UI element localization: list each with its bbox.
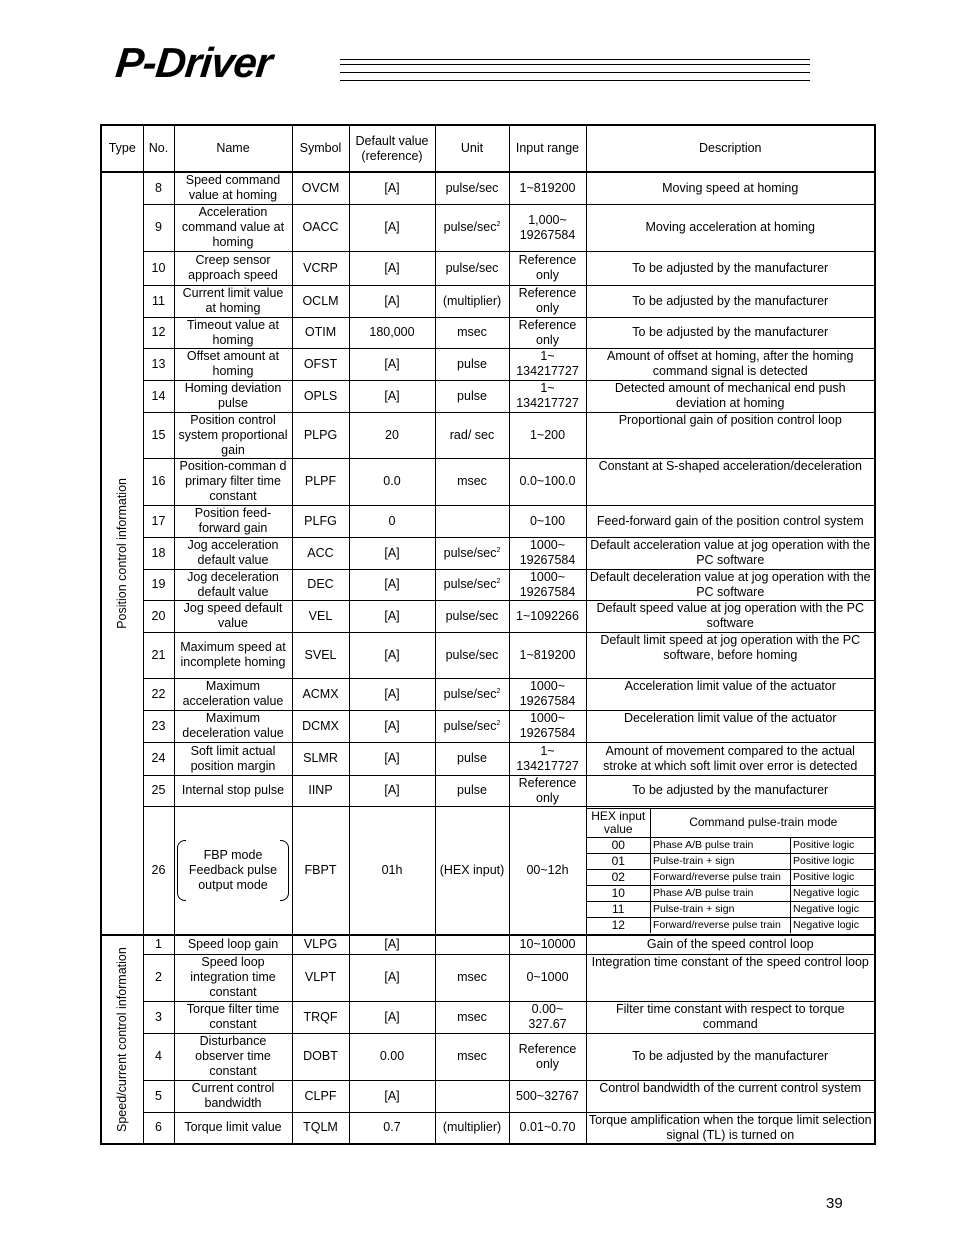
mode-name: Phase A/B pulse train: [651, 837, 791, 853]
table-row: [101, 935, 875, 954]
param-number: 8: [143, 172, 174, 204]
table-row: [101, 505, 875, 537]
param-symbol: OPLS: [292, 380, 349, 412]
param-symbol: PLPF: [292, 458, 349, 505]
param-range: Reference only: [509, 775, 586, 806]
param-symbol: DEC: [292, 569, 349, 600]
mode-logic: Positive logic: [791, 837, 876, 853]
param-symbol: PLPG: [292, 412, 349, 458]
param-number: 15: [143, 412, 174, 458]
table-row: [101, 806, 875, 935]
param-default: 0.7: [349, 1112, 435, 1144]
param-description: Deceleration limit value of the actuator: [586, 710, 875, 742]
param-description: To be adjusted by the manufacturer: [586, 775, 875, 806]
param-number: 19: [143, 569, 174, 600]
unit-superscript: 2: [496, 546, 501, 554]
param-default: [A]: [349, 775, 435, 806]
param-symbol: ACMX: [292, 678, 349, 710]
param-symbol: OTIM: [292, 317, 349, 348]
table-row: [101, 742, 875, 775]
mode-name: Forward/reverse pulse train: [651, 869, 791, 885]
table-row: [101, 204, 875, 251]
param-range: 0.01~0.70: [509, 1112, 586, 1144]
param-number: 22: [143, 678, 174, 710]
param-description: To be adjusted by the manufacturer: [586, 317, 875, 348]
param-number: 24: [143, 742, 174, 775]
param-default: [A]: [349, 1001, 435, 1033]
param-symbol: FBPT: [292, 806, 349, 935]
fbpt-mode-cell: [586, 806, 875, 935]
fbpt-name-line: output mode: [198, 877, 268, 892]
header-rule: [340, 72, 810, 73]
param-name: Jog speed default value: [174, 600, 292, 632]
table-row: [101, 380, 875, 412]
unit-superscript: 2: [496, 687, 501, 695]
type-group-label: Position control information: [115, 478, 130, 629]
param-description: Acceleration limit value of the actuator: [586, 678, 875, 710]
unit-cell: msec: [435, 458, 509, 505]
type-group-cell: [101, 935, 143, 1144]
param-symbol: TQLM: [292, 1112, 349, 1144]
mode-name: Forward/reverse pulse train: [651, 917, 791, 933]
param-name: Offset amount at homing: [174, 348, 292, 380]
param-default: [A]: [349, 348, 435, 380]
param-description: Default acceleration value at jog operation with the PC software: [586, 537, 875, 569]
unit-cell: pulse: [435, 775, 509, 806]
column-header: Type: [101, 125, 143, 172]
param-number: 6: [143, 1112, 174, 1144]
fbpt-name-line: Feedback pulse: [188, 862, 278, 877]
unit-cell: [435, 1080, 509, 1112]
mode-logic: Negative logic: [791, 917, 876, 933]
unit-cell: msec: [435, 317, 509, 348]
param-description: Control bandwidth of the current control system: [586, 1080, 875, 1112]
param-default: [A]: [349, 742, 435, 775]
logo-text: P-Driver: [113, 39, 274, 86]
column-header: Default value (reference): [349, 125, 435, 172]
param-default: [A]: [349, 632, 435, 678]
param-description: Moving acceleration at homing: [586, 204, 875, 251]
unit-cell: pulse: [435, 348, 509, 380]
param-description: Amount of movement compared to the actual stroke at which soft limit over error is detected: [586, 742, 875, 775]
param-number: 5: [143, 1080, 174, 1112]
param-description: Proportional gain of position control loop: [586, 412, 875, 458]
param-description: Default deceleration value at jog operation with the PC software: [586, 569, 875, 600]
param-default: [A]: [349, 600, 435, 632]
param-number: 9: [143, 204, 174, 251]
table-row: [101, 317, 875, 348]
unit-cell: msec: [435, 954, 509, 1001]
param-symbol: DCMX: [292, 710, 349, 742]
header-rule: [340, 80, 810, 81]
param-symbol: SLMR: [292, 742, 349, 775]
param-default: [A]: [349, 710, 435, 742]
column-header: Unit: [435, 125, 509, 172]
param-symbol: OFST: [292, 348, 349, 380]
mode-name: Pulse-train + sign: [651, 901, 791, 917]
param-number: 4: [143, 1033, 174, 1080]
hex-value: 11: [587, 901, 651, 917]
param-description: To be adjusted by the manufacturer: [586, 1033, 875, 1080]
param-symbol: IINP: [292, 775, 349, 806]
param-range: 10~10000: [509, 935, 586, 954]
param-default: 180,000: [349, 317, 435, 348]
param-default: [A]: [349, 172, 435, 204]
param-name: Homing deviation pulse: [174, 380, 292, 412]
table-row: [101, 172, 875, 204]
param-default: [A]: [349, 935, 435, 954]
param-name: Jog acceleration default value: [174, 537, 292, 569]
param-number: 25: [143, 775, 174, 806]
param-description: Filter time constant with respect to torque command: [586, 1001, 875, 1033]
param-description: To be adjusted by the manufacturer: [586, 285, 875, 317]
param-range: 1000~ 19267584: [509, 678, 586, 710]
param-default: [A]: [349, 537, 435, 569]
unit-cell: pulse/$\sec^2$: [435, 204, 509, 251]
unit-cell: pulse/sec: [435, 632, 509, 678]
fbpt-mode-row: [587, 901, 876, 917]
param-range: 1~ 134217727: [509, 380, 586, 412]
mode-name: Phase A/B pulse train: [651, 885, 791, 901]
fbpt-mode-table: [587, 808, 876, 933]
param-number: 10: [143, 251, 174, 285]
column-header: Name: [174, 125, 292, 172]
column-header: Symbol: [292, 125, 349, 172]
param-name: Position-comman d primary filter time constant: [174, 458, 292, 505]
param-number: 14: [143, 380, 174, 412]
param-range: 1000~ 19267584: [509, 710, 586, 742]
param-number: 20: [143, 600, 174, 632]
param-range: 0.00~ 327.67: [509, 1001, 586, 1033]
param-symbol: TRQF: [292, 1001, 349, 1033]
param-range: 0~1000: [509, 954, 586, 1001]
param-range: Reference only: [509, 251, 586, 285]
param-number: 18: [143, 537, 174, 569]
table-row: [101, 775, 875, 806]
param-symbol: PLFG: [292, 505, 349, 537]
param-default: [A]: [349, 1080, 435, 1112]
table-row: [101, 954, 875, 1001]
fbpt-mode-row: [587, 853, 876, 869]
param-number: 2: [143, 954, 174, 1001]
param-default: [A]: [349, 954, 435, 1001]
param-description: Feed-forward gain of the position control system: [586, 505, 875, 537]
param-symbol: VCRP: [292, 251, 349, 285]
param-name: Disturbance observer time constant: [174, 1033, 292, 1080]
param-number: 11: [143, 285, 174, 317]
param-range: 1~200: [509, 412, 586, 458]
unit-cell: rad/ sec: [435, 412, 509, 458]
param-symbol: OACC: [292, 204, 349, 251]
param-name: Position feed-forward gain: [174, 505, 292, 537]
parameter-table: [100, 124, 876, 1145]
param-name: Speed command value at homing: [174, 172, 292, 204]
unit-cell: (multiplier): [435, 285, 509, 317]
param-symbol: OVCM: [292, 172, 349, 204]
page-number: 39: [826, 1195, 843, 1212]
param-description: Moving speed at homing: [586, 172, 875, 204]
fbpt-mode-row: [587, 917, 876, 933]
unit-cell: msec: [435, 1001, 509, 1033]
param-number: 26: [143, 806, 174, 935]
hex-value: 02: [587, 869, 651, 885]
unit-cell: pulse/sec: [435, 172, 509, 204]
param-number: 17: [143, 505, 174, 537]
param-symbol: SVEL: [292, 632, 349, 678]
unit-cell: pulse/$\sec^2$: [435, 678, 509, 710]
param-default: 0.00: [349, 1033, 435, 1080]
table-row: [101, 569, 875, 600]
param-name: Torque filter time constant: [174, 1001, 292, 1033]
column-header: Input range: [509, 125, 586, 172]
column-header: No.: [143, 125, 174, 172]
table-row: [101, 1112, 875, 1144]
param-default: 0.0: [349, 458, 435, 505]
param-default: 01h: [349, 806, 435, 935]
table-row: [101, 1080, 875, 1112]
hex-header: HEX input value: [587, 808, 651, 837]
param-name: Current control bandwidth: [174, 1080, 292, 1112]
param-name: Position control system proportional gain: [174, 412, 292, 458]
param-name: Torque limit value: [174, 1112, 292, 1144]
param-default: 20: [349, 412, 435, 458]
fbpt-bracket: [177, 840, 289, 901]
param-name: [174, 806, 292, 935]
param-range: 0~100: [509, 505, 586, 537]
param-number: 12: [143, 317, 174, 348]
table-row: [101, 458, 875, 505]
unit-cell: pulse/sec: [435, 251, 509, 285]
table-row: [101, 412, 875, 458]
param-name: Maximum deceleration value: [174, 710, 292, 742]
unit-cell: (multiplier): [435, 1112, 509, 1144]
param-number: 1: [143, 935, 174, 954]
unit-cell: pulse/sec: [435, 600, 509, 632]
column-header: Description: [586, 125, 875, 172]
param-range: 1~819200: [509, 632, 586, 678]
param-description: Gain of the speed control loop: [586, 935, 875, 954]
param-default: [A]: [349, 380, 435, 412]
table-row: [101, 251, 875, 285]
unit-cell: [435, 935, 509, 954]
fbpt-mode-header: [587, 808, 876, 837]
unit-superscript: 2: [496, 221, 501, 228]
table-row: [101, 537, 875, 569]
param-range: 0.0~100.0: [509, 458, 586, 505]
unit-superscript: 2: [496, 719, 501, 727]
param-name: Soft limit actual position margin: [174, 742, 292, 775]
hex-value: 00: [587, 837, 651, 853]
fbpt-mode-row: [587, 885, 876, 901]
param-description: To be adjusted by the manufacturer: [586, 251, 875, 285]
param-description: Integration time constant of the speed control loop: [586, 954, 875, 1001]
param-number: 13: [143, 348, 174, 380]
param-default: [A]: [349, 285, 435, 317]
mode-logic: Negative logic: [791, 901, 876, 917]
param-default: 0: [349, 505, 435, 537]
param-range: Reference only: [509, 317, 586, 348]
param-range: Reference only: [509, 1033, 586, 1080]
table-row: [101, 1001, 875, 1033]
param-range: 1~ 134217727: [509, 348, 586, 380]
param-default: [A]: [349, 569, 435, 600]
param-symbol: OCLM: [292, 285, 349, 317]
param-name: Creep sensor approach speed: [174, 251, 292, 285]
param-description: Constant at S-shaped acceleration/deceleration: [586, 458, 875, 505]
param-number: 23: [143, 710, 174, 742]
param-range: 1~1092266: [509, 600, 586, 632]
type-group-label: Speed/current control information: [115, 947, 130, 1132]
unit-cell: pulse/$\sec^2$: [435, 569, 509, 600]
param-range: 500~32767: [509, 1080, 586, 1112]
table-row: [101, 710, 875, 742]
param-name: Jog deceleration default value: [174, 569, 292, 600]
header-rule: [340, 64, 810, 65]
param-range: 1~ 134217727: [509, 742, 586, 775]
unit-cell: [435, 505, 509, 537]
param-name: Timeout value at homing: [174, 317, 292, 348]
param-symbol: DOBT: [292, 1033, 349, 1080]
table-row: [101, 678, 875, 710]
param-description: Amount of offset at homing, after the homing command signal is detected: [586, 348, 875, 380]
table-row: [101, 1033, 875, 1080]
param-name: Internal stop pulse: [174, 775, 292, 806]
table-row: [101, 348, 875, 380]
param-name: Acceleration command value at homing: [174, 204, 292, 251]
param-default: [A]: [349, 678, 435, 710]
param-range: Reference only: [509, 285, 586, 317]
param-symbol: VLPG: [292, 935, 349, 954]
table-row: [101, 285, 875, 317]
hex-value: 01: [587, 853, 651, 869]
param-range: 1000~ 19267584: [509, 569, 586, 600]
param-description: Default speed value at jog operation with the PC software: [586, 600, 875, 632]
unit-cell: pulse/$\sec^2$: [435, 710, 509, 742]
param-range: 1000~ 19267584: [509, 537, 586, 569]
mode-logic: Positive logic: [791, 853, 876, 869]
unit-superscript: 2: [496, 578, 501, 585]
hex-value: 10: [587, 885, 651, 901]
fbpt-name-line: FBP mode: [203, 847, 263, 862]
unit-cell: pulse: [435, 742, 509, 775]
param-description: Detected amount of mechanical end push deviation at homing: [586, 380, 875, 412]
param-range: 00~12h: [509, 806, 586, 935]
param-symbol: VEL: [292, 600, 349, 632]
fbpt-mode-row: [587, 869, 876, 885]
header-rule: [340, 59, 810, 60]
param-symbol: ACC: [292, 537, 349, 569]
unit-cell: msec: [435, 1033, 509, 1080]
param-name: Maximum acceleration value: [174, 678, 292, 710]
param-default: [A]: [349, 251, 435, 285]
param-description: Default limit speed at jog operation with the PC software, before homing: [586, 632, 875, 678]
param-range: 1,000~ 19267584: [509, 204, 586, 251]
param-name: Speed loop integration time constant: [174, 954, 292, 1001]
type-group-cell: [101, 172, 143, 935]
param-number: 16: [143, 458, 174, 505]
mode-name: Pulse-train + sign: [651, 853, 791, 869]
table-header-row: [101, 125, 875, 172]
mode-logic: Negative logic: [791, 885, 876, 901]
param-unit: (HEX input): [435, 806, 509, 935]
param-name: Current limit value at homing: [174, 285, 292, 317]
param-default: [A]: [349, 204, 435, 251]
mode-header: Command pulse-train mode: [651, 808, 876, 837]
table-row: [101, 600, 875, 632]
param-range: 1~819200: [509, 172, 586, 204]
hex-value: 12: [587, 917, 651, 933]
mode-logic: Positive logic: [791, 869, 876, 885]
unit-cell: pulse: [435, 380, 509, 412]
param-number: 21: [143, 632, 174, 678]
table-row: [101, 632, 875, 678]
param-number: 3: [143, 1001, 174, 1033]
unit-cell: pulse/$\sec^2$: [435, 537, 509, 569]
param-description: Torque amplification when the torque limit selection signal (TL) is turned on: [586, 1112, 875, 1144]
param-symbol: VLPT: [292, 954, 349, 1001]
param-name: Maximum speed at incomplete homing: [174, 632, 292, 678]
fbpt-mode-row: [587, 837, 876, 853]
param-symbol: CLPF: [292, 1080, 349, 1112]
param-name: Speed loop gain: [174, 935, 292, 954]
p-driver-logo: [113, 38, 274, 88]
